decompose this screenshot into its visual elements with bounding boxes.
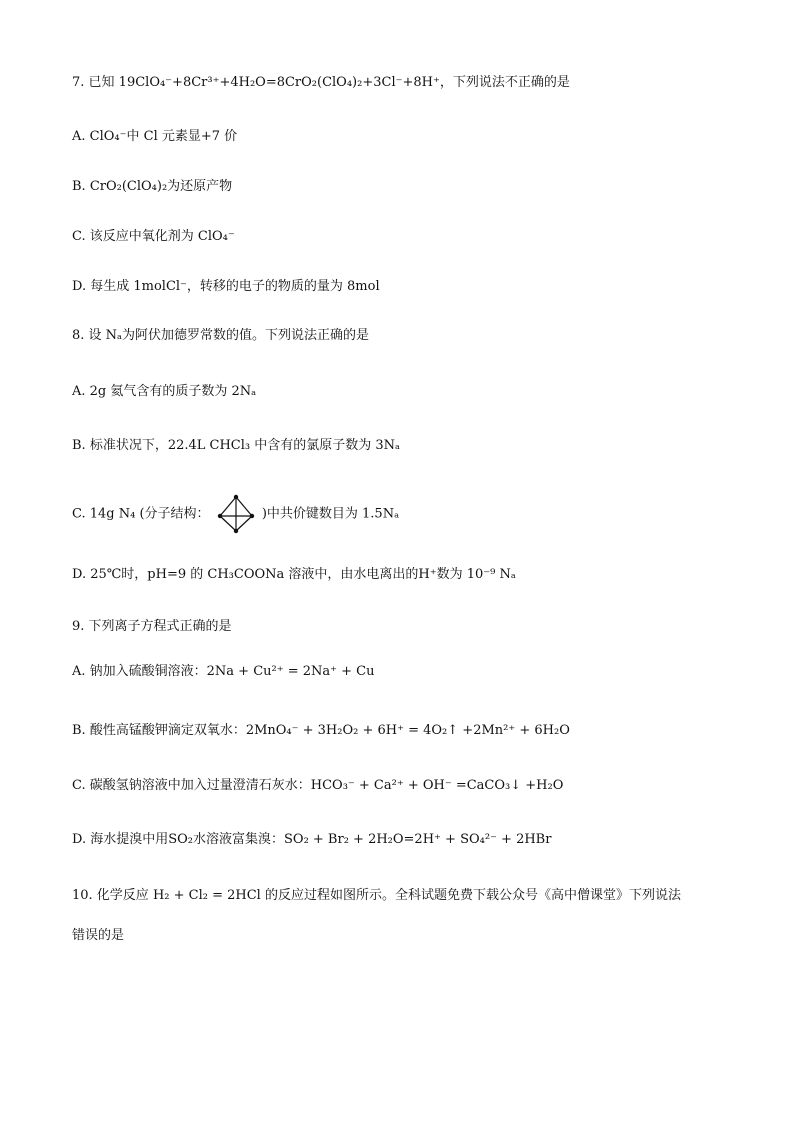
- q9-option-b: B. 酸性高锰酸钾滴定双氧水：2MnO₄⁻ + 3H₂O₂ + 6H⁺ = 4O₂↑ +2Mn²⁺ + 6H₂O: [72, 723, 570, 738]
- q10-stem-line1: 10. 化学反应 H₂ + Cl₂ = 2HCl 的反应过程如图所示。全科试题免费下载公众号《高中僧课堂》下列说法: [72, 888, 681, 903]
- q8-option-c-prefix: C. 14g N₄ (分子结构：: [72, 506, 210, 522]
- q8-stem: 8. 设 Nₐ为阿伏加德罗常数的值。下列说法正确的是: [72, 328, 370, 343]
- q8-option-c: [72, 494, 399, 535]
- q8-option-a: A. 2g 氦气含有的质子数为 2Nₐ: [72, 384, 257, 399]
- q10-stem-line2: 错误的是: [72, 928, 125, 943]
- q7-option-b: B. CrO₂(ClO₄)₂为还原产物: [72, 179, 233, 194]
- q8-option-b: B. 标准状况下，22.4L CHCl₃ 中含有的氯原子数为 3Nₐ: [72, 438, 401, 453]
- q8-option-c-suffix: )中共价键数目为 1.5Nₐ: [261, 506, 400, 522]
- n4-tetrahedron-structure-icon: [216, 494, 256, 534]
- q7-option-d: D. 每生成 1molCl⁻，转移的电子的物质的量为 8mol: [72, 279, 380, 294]
- q9-option-d: D. 海水提溴中用SO₂水溶液富集溴：SO₂ + Br₂ + 2H₂O=2H⁺ + SO₄²⁻ + 2HBr: [72, 832, 552, 847]
- q7-stem: 7. 已知 19ClO₄⁻+8Cr³⁺+4H₂O=8CrO₂(ClO₄)₂+3Cl⁻+8H⁺，下列说法不正确的是: [72, 75, 570, 90]
- q9-stem: 9. 下列离子方程式正确的是: [72, 619, 232, 634]
- q9-option-a: A. 钠加入硫酸铜溶液：2Na + Cu²⁺ = 2Na⁺ + Cu: [72, 664, 375, 679]
- q9-option-c: C. 碳酸氢钠溶液中加入过量澄清石灰水：HCO₃⁻ + Ca²⁺ + OH⁻ =CaCO₃↓ +H₂O: [72, 778, 564, 793]
- q7-option-c: C. 该反应中氧化剂为 ClO₄⁻: [72, 229, 235, 244]
- q8-option-d: D. 25℃时，pH=9 的 CH₃COONa 溶液中，由水电离出的H⁺数为 10⁻⁹ Nₐ: [72, 567, 516, 582]
- q7-option-a: A. ClO₄⁻中 Cl 元素显+7 价: [72, 129, 238, 144]
